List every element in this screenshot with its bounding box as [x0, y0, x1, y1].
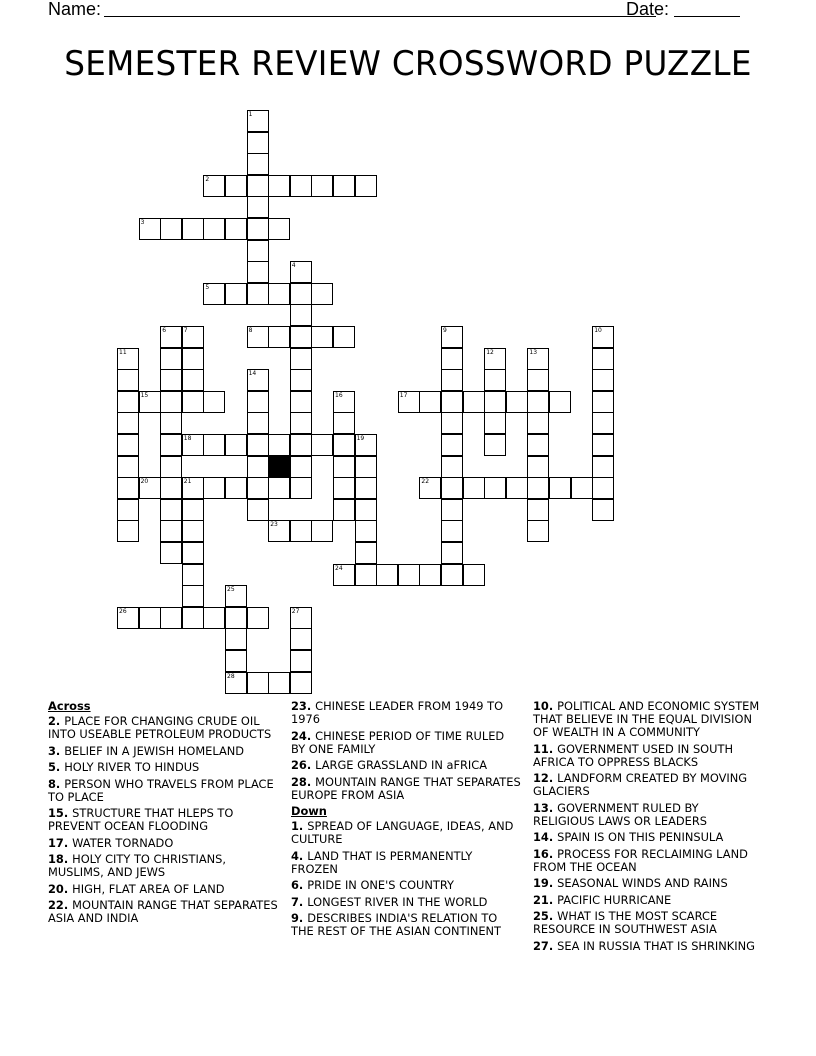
- grid-cell[interactable]: [290, 650, 312, 672]
- clue-item: [48, 837, 278, 850]
- grid-cell[interactable]: [549, 391, 571, 413]
- grid-cell[interactable]: [527, 369, 549, 391]
- clue-item-number: 25.: [533, 909, 558, 923]
- clue-item-number: 1.: [291, 819, 308, 833]
- grid-cell[interactable]: [549, 477, 571, 499]
- grid-cell[interactable]: [139, 391, 161, 413]
- grid-cell[interactable]: [419, 477, 441, 499]
- clue-column-2: [291, 700, 521, 942]
- clue-item-number: 21.: [533, 892, 558, 907]
- grid-cell[interactable]: [463, 477, 485, 499]
- grid-cell[interactable]: [355, 564, 377, 586]
- grid-cell[interactable]: [333, 391, 355, 413]
- grid-cell[interactable]: [355, 520, 377, 542]
- grid-cell[interactable]: [290, 391, 312, 413]
- grid-cell[interactable]: [182, 434, 204, 456]
- grid-cell[interactable]: [290, 520, 312, 542]
- grid-cell[interactable]: [182, 499, 204, 521]
- grid-cell[interactable]: [182, 369, 204, 391]
- grid-cell[interactable]: [311, 434, 333, 456]
- grid-cell[interactable]: [268, 326, 290, 348]
- grid-cell[interactable]: [182, 477, 204, 499]
- clue-number: 16: [335, 391, 343, 399]
- clue-number: 19: [356, 435, 365, 442]
- grid-cell[interactable]: [160, 412, 182, 434]
- grid-cell[interactable]: [333, 499, 355, 521]
- grid-cell[interactable]: [441, 520, 463, 542]
- clue-item-number: 6.: [291, 878, 308, 892]
- grid-cell[interactable]: [355, 499, 377, 521]
- clue-item-number: 2.: [48, 714, 65, 728]
- grid-cell[interactable]: [247, 499, 269, 521]
- clue-number: 21: [183, 478, 192, 486]
- clue-item-text: SPAIN IS ON THIS PENINSULA: [557, 830, 724, 844]
- grid-cell[interactable]: [506, 391, 528, 413]
- grid-cell[interactable]: [527, 348, 549, 370]
- grid-cell[interactable]: [463, 391, 485, 413]
- grid-cell[interactable]: [117, 412, 139, 434]
- grid-cell[interactable]: [355, 456, 377, 478]
- clue-item-text: PACIFIC HURRICANE: [557, 892, 672, 907]
- grid-cell[interactable]: [160, 456, 182, 478]
- clue-number: 17: [399, 391, 408, 399]
- grid-cell[interactable]: [290, 348, 312, 370]
- grid-cell[interactable]: [117, 391, 139, 413]
- page-title: SEMESTER REVIEW CROSSWORD PUZZLE: [64, 44, 752, 84]
- clue-item-number: 15.: [48, 806, 73, 820]
- grid-cell[interactable]: [160, 218, 182, 240]
- clue-item: [291, 850, 521, 876]
- grid-cell[interactable]: [463, 564, 485, 586]
- grid-cell[interactable]: [333, 326, 355, 348]
- grid-cell[interactable]: [290, 369, 312, 391]
- grid-cell[interactable]: [355, 477, 377, 499]
- clue-item-text: POLITICAL AND ECONOMIC SYSTEM THAT BELIEVE IN THE EQUAL DIVISION OF WEALTH IN A COMMUNITY: [533, 699, 760, 739]
- grid-cell[interactable]: [247, 672, 269, 694]
- grid-cell[interactable]: [398, 391, 420, 413]
- grid-cell[interactable]: [484, 369, 506, 391]
- clue-item-number: 9.: [291, 911, 308, 925]
- grid-cell[interactable]: [182, 326, 204, 348]
- grid-cell[interactable]: [247, 153, 269, 175]
- grid-cell[interactable]: [333, 434, 355, 456]
- clue-number: 15: [140, 391, 149, 399]
- clue-item: [533, 802, 763, 828]
- grid-cell[interactable]: [527, 391, 549, 413]
- clue-item-text: HOLY RIVER TO HINDUS: [64, 760, 200, 774]
- clue-number: 20: [140, 478, 149, 486]
- clue-item-text: HIGH, FLAT AREA OF LAND: [72, 881, 225, 896]
- grid-cell[interactable]: [247, 456, 269, 478]
- grid-cell[interactable]: [333, 456, 355, 478]
- grid-cell[interactable]: [117, 499, 139, 521]
- clue-item-text: GOVERNMENT RULED BY RELIGIOUS LAWS OR LEADERS: [533, 800, 707, 828]
- grid-cell[interactable]: [592, 477, 614, 499]
- clue-item: [533, 940, 763, 953]
- grid-cell[interactable]: [203, 477, 225, 499]
- grid-cell[interactable]: [571, 477, 593, 499]
- clue-column-3: [533, 700, 763, 956]
- grid-cell[interactable]: [355, 542, 377, 564]
- grid-cell[interactable]: [592, 391, 614, 413]
- grid-cell[interactable]: [290, 412, 312, 434]
- grid-cell[interactable]: [355, 175, 377, 197]
- grid-cell[interactable]: [247, 261, 269, 283]
- grid-cell[interactable]: [247, 412, 269, 434]
- clue-item-text: SEA IN RUSSIA THAT IS SHRINKING: [557, 938, 755, 953]
- clue-item-text: LAND THAT IS PERMANENTLY FROZEN: [291, 848, 473, 876]
- clue-item-number: 11.: [533, 741, 558, 756]
- grid-cell[interactable]: [247, 110, 269, 132]
- grid-cell[interactable]: [290, 175, 312, 197]
- grid-cell[interactable]: [182, 564, 204, 586]
- grid-cell[interactable]: [225, 434, 247, 456]
- grid-cell[interactable]: [506, 477, 528, 499]
- grid-cell[interactable]: [527, 434, 549, 456]
- grid-cell[interactable]: [203, 391, 225, 413]
- clue-item-number: 23.: [291, 699, 316, 713]
- clue-item-text: PRIDE IN ONE'S COUNTRY: [307, 878, 454, 892]
- grid-cell[interactable]: [441, 477, 463, 499]
- grid-cell[interactable]: [117, 348, 139, 370]
- clue-item: [533, 848, 763, 874]
- grid-cell[interactable]: [441, 412, 463, 434]
- grid-cell[interactable]: [247, 326, 269, 348]
- clue-item: [533, 877, 763, 890]
- clue-number: 2: [205, 175, 210, 183]
- clue-item-text: STRUCTURE THAT HLEPS TO PREVENT OCEAN FLOODING: [48, 806, 234, 833]
- grid-cell[interactable]: [290, 607, 312, 629]
- clue-number: 8: [248, 327, 253, 334]
- grid-cell[interactable]: [182, 520, 204, 542]
- clue-number: 12: [486, 348, 494, 356]
- clue-item: [291, 820, 521, 846]
- clue-number: 28: [227, 672, 235, 680]
- clue-item: [291, 700, 521, 726]
- clue-item: [48, 807, 278, 833]
- grid-cell[interactable]: [333, 412, 355, 434]
- clue-item-text: SEASONAL WINDS AND RAINS: [557, 876, 728, 890]
- grid-cell[interactable]: [182, 585, 204, 607]
- clue-item-text: WHAT IS THE MOST SCARCE RESOURCE IN SOUTHWEST ASIA: [533, 909, 718, 936]
- grid-cell[interactable]: [268, 218, 290, 240]
- grid-cell[interactable]: [268, 175, 290, 197]
- clue-item-text: LANDFORM CREATED BY MOVING GLACIERS: [533, 771, 748, 798]
- clue-number: 13: [529, 348, 538, 356]
- grid-cell[interactable]: [225, 218, 247, 240]
- grid-cell[interactable]: [333, 477, 355, 499]
- grid-cell[interactable]: [592, 348, 614, 370]
- grid-cell[interactable]: [139, 218, 161, 240]
- clue-item-text: PROCESS FOR RECLAIMING LAND FROM THE OCEAN: [533, 846, 748, 874]
- grid-cell[interactable]: [441, 369, 463, 391]
- clue-item-number: 17.: [48, 835, 73, 850]
- clue-number: 10: [594, 327, 602, 334]
- clue-item-number: 26.: [291, 758, 316, 772]
- clue-number: 27: [291, 607, 300, 615]
- grid-cell[interactable]: [160, 326, 182, 348]
- clue-item-text: LARGE GRASSLAND IN aFRICA: [315, 758, 488, 772]
- grid-cell[interactable]: [290, 304, 312, 326]
- clue-item: [291, 912, 521, 938]
- grid-cell[interactable]: [247, 607, 269, 629]
- grid-cell[interactable]: [117, 607, 139, 629]
- clue-item-number: 14.: [533, 830, 558, 844]
- grid-cell[interactable]: [203, 283, 225, 305]
- grid-cell[interactable]: [355, 434, 377, 456]
- grid-cell[interactable]: [441, 542, 463, 564]
- clue-item-number: 8.: [48, 776, 65, 791]
- black-square: [268, 456, 290, 478]
- clue-item-text: HOLY CITY TO CHRISTIANS, MUSLIMS, AND JEWS: [48, 852, 226, 879]
- grid-cell[interactable]: [225, 607, 247, 629]
- grid-cell[interactable]: [247, 391, 269, 413]
- clue-item: [291, 730, 521, 756]
- grid-cell[interactable]: [268, 283, 290, 305]
- clue-item-number: 7.: [291, 894, 308, 909]
- grid-cell[interactable]: [247, 434, 269, 456]
- clue-item-text: CHINESE PERIOD OF TIME RULED BY ONE FAMILY: [291, 728, 505, 756]
- clue-item-number: 20.: [48, 881, 73, 896]
- grid-cell[interactable]: [333, 175, 355, 197]
- clue-item: [533, 910, 763, 936]
- grid-cell[interactable]: [247, 196, 269, 218]
- clue-item-text: MOUNTAIN RANGE THAT SEPARATES EUROPE FROM ASIA: [291, 774, 521, 802]
- grid-cell[interactable]: [441, 456, 463, 478]
- clue-item: [291, 759, 521, 772]
- grid-cell[interactable]: [225, 628, 247, 650]
- clue-item: [48, 761, 278, 774]
- grid-cell[interactable]: [484, 477, 506, 499]
- grid-cell[interactable]: [484, 391, 506, 413]
- grid-cell[interactable]: [225, 175, 247, 197]
- grid-cell[interactable]: [592, 499, 614, 521]
- grid-cell[interactable]: [441, 326, 463, 348]
- clue-number: 22: [421, 478, 430, 486]
- grid-cell[interactable]: [376, 564, 398, 586]
- grid-cell[interactable]: [484, 348, 506, 370]
- grid-cell[interactable]: [182, 607, 204, 629]
- clue-item-number: 28.: [291, 774, 316, 789]
- clue-item-number: 3.: [48, 743, 65, 758]
- clue-item: [533, 831, 763, 844]
- clue-item: [291, 879, 521, 892]
- clue-number: 26: [119, 607, 127, 615]
- grid-cell[interactable]: [139, 477, 161, 499]
- clue-item-text: DESCRIBES INDIA'S RELATION TO THE REST OF THE ASIAN CONTINENT: [291, 911, 502, 938]
- grid-cell[interactable]: [290, 477, 312, 499]
- grid-cell[interactable]: [160, 520, 182, 542]
- grid-cell[interactable]: [311, 520, 333, 542]
- grid-cell[interactable]: [117, 456, 139, 478]
- grid-cell[interactable]: [182, 218, 204, 240]
- grid-cell[interactable]: [225, 585, 247, 607]
- grid-cell[interactable]: [290, 261, 312, 283]
- grid-cell[interactable]: [182, 542, 204, 564]
- grid-cell[interactable]: [527, 477, 549, 499]
- grid-cell[interactable]: [311, 283, 333, 305]
- clue-number: 1: [248, 111, 253, 118]
- grid-cell[interactable]: [592, 369, 614, 391]
- clue-item-text: MOUNTAIN RANGE THAT SEPARATES ASIA AND INDIA: [48, 898, 278, 925]
- clue-item-number: 13.: [533, 800, 558, 815]
- grid-cell[interactable]: [290, 283, 312, 305]
- grid-cell[interactable]: [290, 434, 312, 456]
- clue-item-number: 22.: [48, 898, 73, 912]
- grid-cell[interactable]: [247, 477, 269, 499]
- clue-column-1: [48, 700, 278, 929]
- grid-cell[interactable]: [290, 628, 312, 650]
- grid-cell[interactable]: [290, 672, 312, 694]
- grid-cell[interactable]: [268, 434, 290, 456]
- clue-item-number: 12.: [533, 771, 558, 785]
- grid-cell[interactable]: [527, 456, 549, 478]
- clue-number: 5: [205, 283, 210, 291]
- grid-cell[interactable]: [247, 240, 269, 262]
- grid-cell[interactable]: [160, 499, 182, 521]
- clue-item: [533, 743, 763, 769]
- clue-item: [533, 700, 763, 739]
- grid-cell[interactable]: [203, 218, 225, 240]
- grid-cell[interactable]: [441, 499, 463, 521]
- clue-item-text: CHINESE LEADER FROM 1949 TO 1976: [291, 699, 504, 726]
- grid-cell[interactable]: [225, 672, 247, 694]
- clue-item: [533, 894, 763, 907]
- grid-cell[interactable]: [592, 434, 614, 456]
- clue-item-number: 5.: [48, 760, 65, 774]
- grid-cell[interactable]: [592, 412, 614, 434]
- grid-cell[interactable]: [527, 499, 549, 521]
- grid-cell[interactable]: [311, 175, 333, 197]
- grid-cell[interactable]: [160, 477, 182, 499]
- grid-cell[interactable]: [441, 391, 463, 413]
- clue-item: [291, 776, 521, 802]
- grid-cell[interactable]: [290, 456, 312, 478]
- clue-item-text: LONGEST RIVER IN THE WORLD: [307, 894, 488, 909]
- clue-number: 24: [335, 564, 343, 572]
- grid-cell[interactable]: [160, 369, 182, 391]
- clue-item: [48, 745, 278, 758]
- grid-cell[interactable]: [247, 369, 269, 391]
- clue-item-text: PLACE FOR CHANGING CRUDE OIL INTO USEABLE PETROLEUM PRODUCTS: [48, 714, 272, 741]
- clue-item-text: SPREAD OF LANGUAGE, IDEAS, AND CULTURE: [291, 819, 514, 846]
- grid-cell[interactable]: [225, 283, 247, 305]
- clue-item: [48, 778, 278, 804]
- grid-cell[interactable]: [160, 348, 182, 370]
- clue-number: 7: [183, 327, 188, 334]
- grid-cell[interactable]: [139, 607, 161, 629]
- grid-cell[interactable]: [592, 456, 614, 478]
- clue-item-number: 27.: [533, 938, 558, 953]
- grid-cell[interactable]: [160, 391, 182, 413]
- clue-item: [291, 896, 521, 909]
- grid-cell[interactable]: [203, 607, 225, 629]
- grid-cell[interactable]: [225, 477, 247, 499]
- clue-item-number: 24.: [291, 728, 316, 743]
- grid-cell[interactable]: [398, 564, 420, 586]
- across-heading: Across: [48, 699, 91, 713]
- grid-cell[interactable]: [247, 218, 269, 240]
- grid-cell[interactable]: [203, 434, 225, 456]
- grid-cell[interactable]: [441, 564, 463, 586]
- name-label: Name:: [48, 0, 102, 19]
- clue-number: 6: [162, 327, 167, 334]
- grid-cell[interactable]: [117, 369, 139, 391]
- clue-item-text: WATER TORNADO: [72, 835, 174, 850]
- clue-number: 3: [140, 219, 145, 226]
- clue-item: [533, 772, 763, 798]
- grid-cell[interactable]: [419, 391, 441, 413]
- date-label: Date:: [626, 0, 670, 19]
- grid-cell[interactable]: [484, 412, 506, 434]
- grid-cell[interactable]: [182, 348, 204, 370]
- clue-number: 4: [291, 262, 296, 270]
- clue-item-number: 16.: [533, 846, 558, 861]
- grid-cell[interactable]: [160, 607, 182, 629]
- grid-cell[interactable]: [484, 434, 506, 456]
- clue-number: 14: [248, 370, 257, 378]
- grid-cell[interactable]: [527, 412, 549, 434]
- grid-cell[interactable]: [441, 348, 463, 370]
- grid-cell[interactable]: [160, 542, 182, 564]
- clue-item-number: 4.: [291, 848, 308, 863]
- clue-number: 18: [183, 435, 192, 442]
- grid-cell[interactable]: [441, 434, 463, 456]
- grid-cell[interactable]: [247, 175, 269, 197]
- clue-item: [48, 853, 278, 879]
- clue-number: 23: [270, 521, 278, 529]
- grid-cell[interactable]: [117, 434, 139, 456]
- grid-cell[interactable]: [247, 283, 269, 305]
- grid-cell[interactable]: [290, 326, 312, 348]
- grid-cell[interactable]: [182, 391, 204, 413]
- clue-item: [48, 883, 278, 896]
- grid-cell[interactable]: [311, 326, 333, 348]
- grid-cell[interactable]: [268, 672, 290, 694]
- clue-item: [48, 899, 278, 925]
- clue-item: [48, 715, 278, 741]
- clue-item-number: 19.: [533, 876, 558, 890]
- clue-item-text: BELIEF IN A JEWISH HOMELAND: [64, 743, 245, 758]
- clue-item-number: 10.: [533, 699, 558, 713]
- clue-number: 11: [119, 348, 127, 356]
- grid-cell[interactable]: [247, 132, 269, 154]
- grid-cell[interactable]: [333, 564, 355, 586]
- clue-item-text: PERSON WHO TRAVELS FROM PLACE TO PLACE: [48, 776, 274, 804]
- grid-cell[interactable]: [117, 520, 139, 542]
- grid-cell[interactable]: [592, 326, 614, 348]
- clue-item-number: 18.: [48, 852, 73, 866]
- grid-cell[interactable]: [268, 520, 290, 542]
- grid-cell[interactable]: [419, 564, 441, 586]
- grid-cell[interactable]: [160, 434, 182, 456]
- grid-cell[interactable]: [117, 477, 139, 499]
- clue-number: 25: [227, 586, 235, 594]
- grid-cell[interactable]: [225, 650, 247, 672]
- down-heading: Down: [291, 804, 327, 818]
- clue-number: 9: [443, 327, 447, 334]
- clue-item-text: GOVERNMENT USED IN SOUTH AFRICA TO OPPRESS BLACKS: [533, 741, 734, 769]
- grid-cell[interactable]: [268, 477, 290, 499]
- grid-cell[interactable]: [203, 175, 225, 197]
- grid-cell[interactable]: [527, 520, 549, 542]
